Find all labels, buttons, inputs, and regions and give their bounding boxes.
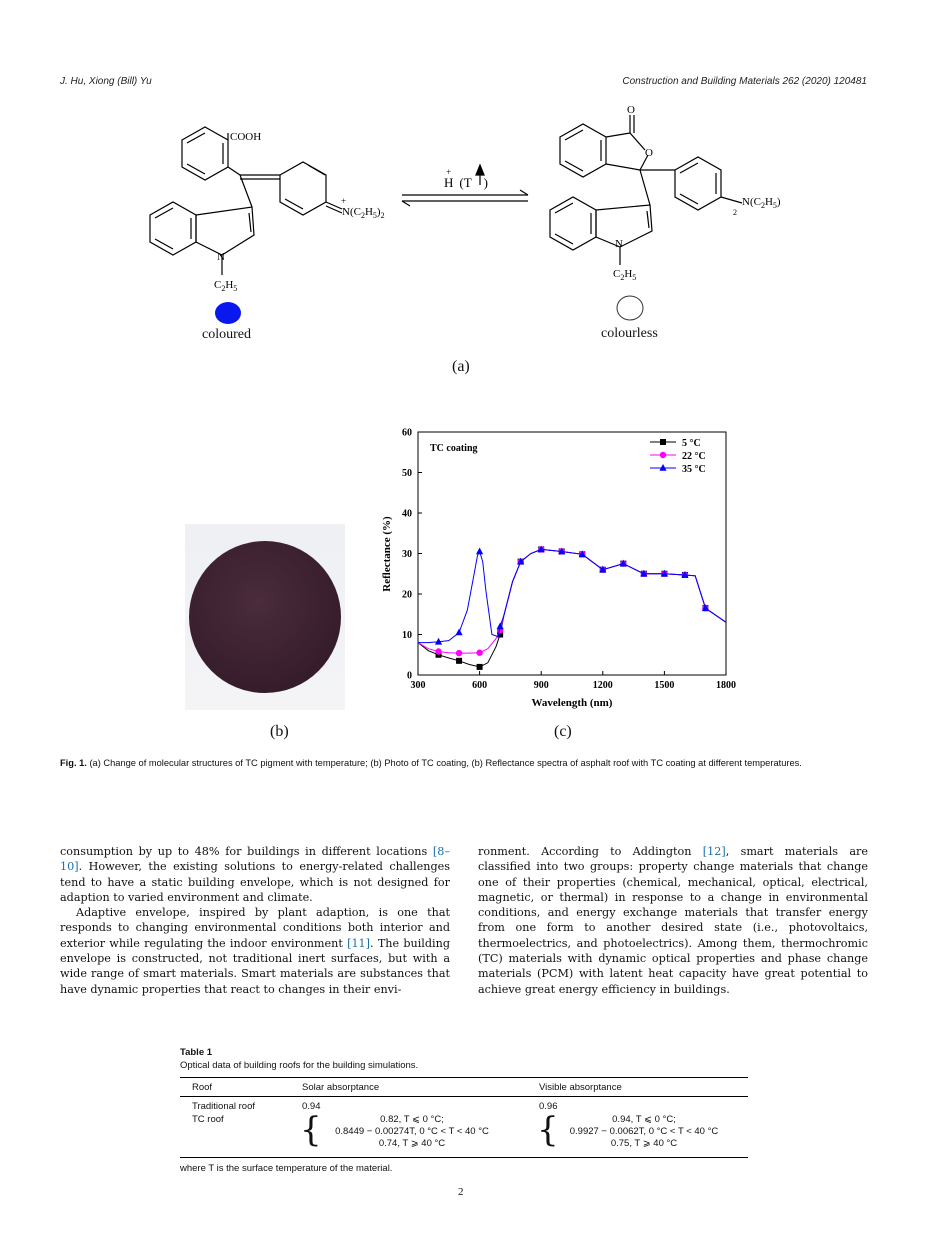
coloured-swatch: [215, 302, 241, 324]
y-tick-label: 50: [402, 468, 412, 479]
x-tick-label: 1800: [716, 680, 736, 691]
left-benzene-ring: [182, 127, 228, 180]
x-tick-label: 900: [533, 680, 549, 691]
left-cooh-label: COOH: [230, 131, 262, 143]
series-2-marker: [476, 547, 483, 554]
table-title: Table 1: [180, 1047, 213, 1058]
y-axis-label: Reflectance (%): [381, 516, 393, 592]
legend-marker-1: [660, 452, 666, 458]
y-tick-label: 30: [402, 549, 412, 560]
paragraph-text: . However, the existing solutions to energy-related challenges tend to have a static building envelope, which is not designed for adaption to varied environment and climate.: [60, 860, 450, 904]
panel-b-label: (b): [270, 723, 289, 740]
y-tick-label: 10: [402, 630, 412, 641]
legend-marker-2: [659, 464, 666, 471]
right-ethyl-label: $C_2H_5$: [613, 268, 637, 282]
visible-brace: {: [537, 1110, 559, 1150]
paragraph-text: Adaptive envelope, inspired by plant adaption, is one that responds to changing environmental conditions both interior and exterior while regulating the indoor environment: [60, 906, 450, 950]
right-phenyl-ring: [675, 157, 721, 210]
left-indole-n: N: [217, 251, 225, 263]
traditional-solar-value: 0.94: [302, 1101, 321, 1112]
x-tick-label: 1200: [592, 680, 613, 691]
legend-label-1: 22 °C: [682, 451, 706, 462]
traditional-roof-label: Traditional roof: [192, 1101, 256, 1112]
series-1-marker: [456, 650, 462, 656]
reflectance-chart: [380, 424, 740, 714]
series-1-marker: [435, 648, 441, 654]
x-tick-label: 1500: [654, 680, 675, 691]
series-0-marker: [477, 664, 483, 670]
legend-label-2: 35 °C: [682, 464, 706, 475]
right-benzene-ring: [560, 124, 606, 177]
panel-a-label: (a): [452, 358, 470, 375]
header-roof: Roof: [192, 1082, 213, 1093]
table-header-row: [180, 1078, 748, 1097]
figure-caption: [60, 757, 868, 769]
page-number: 2: [458, 1186, 464, 1198]
citation-link[interactable]: [11]: [347, 936, 371, 950]
coloured-label: coloured: [202, 327, 251, 342]
series-1-marker: [476, 650, 482, 656]
header-authors: J. Hu, Xiong (Bill) Yu: [60, 76, 152, 87]
caption-label: Fig. 1.: [60, 758, 87, 768]
y-tick-label: 60: [402, 427, 412, 439]
caption-text: (a) Change of molecular structures of TC pigment with temperature; (b) Photo of TC coating, (b) Reflectance spectra of asphalt roof with TC coating at different temperatures.: [86, 758, 802, 768]
chart-legend: [650, 438, 706, 475]
colourless-label: colourless: [601, 326, 658, 341]
table-subtitle: Optical data of building roofs for the building simulations.: [180, 1060, 419, 1071]
solar-piecewise: 0.82, T ⩽ 0 °C; 0.8449 − 0.00274T, 0 °C < T < 40 °C 0.74, T ⩾ 40 °C: [335, 1114, 489, 1149]
paragraph: [60, 905, 450, 997]
body-column-right: [478, 844, 868, 997]
x-tick-label: 300: [410, 680, 426, 691]
header-visible: Visible absorptance: [539, 1082, 622, 1093]
paragraph-text: ronment. According to Addington: [478, 845, 703, 858]
chart-inset-label: TC coating: [430, 443, 478, 454]
right-indole-n: N: [615, 238, 623, 250]
right-indole-benzene: [550, 197, 596, 250]
left-amine-plus: +: [341, 196, 347, 206]
body-column-left: [60, 844, 450, 997]
plot-frame: [418, 432, 726, 675]
colourless-swatch: [617, 296, 643, 320]
legend-marker-0: [660, 439, 666, 445]
traditional-visible-value: 0.96: [539, 1101, 558, 1112]
series-0-marker: [456, 658, 462, 664]
legend-label-0: 5 °C: [682, 438, 701, 449]
series-2-marker: [455, 628, 462, 635]
paragraph: [478, 844, 868, 997]
x-tick-label: 600: [472, 680, 488, 691]
paragraph: [60, 844, 450, 905]
table-1: [180, 1047, 748, 1174]
left-indole-pyrrole: [196, 207, 254, 255]
table-body: [180, 1097, 748, 1158]
left-ethyl-label: $C_2H_5$: [214, 279, 238, 293]
tc-coating-disc: [189, 541, 341, 693]
right-indole-pyrrole: [596, 205, 652, 247]
y-tick-label: 40: [402, 508, 412, 520]
tc-roof-label: TC roof: [192, 1114, 224, 1125]
header-journal: Construction and Building Materials 262 (2020) 120481: [622, 76, 867, 87]
right-amine-sub2: 2: [733, 208, 737, 217]
paragraph-text: . The building envelope is constructed, not traditional inert surfaces, but with a wide range of smart materials. Smart materials are substances that have dynamic properties that react to changes in their envi-: [60, 936, 450, 996]
series-line-1: [418, 549, 726, 653]
series-line-2: [418, 549, 726, 642]
citation-link[interactable]: [12]: [702, 845, 726, 858]
tc-coating-photo: [185, 524, 345, 710]
solar-brace: {: [300, 1110, 322, 1150]
left-amine-label: $N(C_2H_5)_2$: [342, 206, 385, 220]
paragraph-text: consumption by up to 48% for buildings in different locations: [60, 845, 433, 858]
right-amine-label: $N(C_2H_5)$: [742, 196, 781, 210]
citation-link[interactable]: [8–10]: [60, 845, 450, 874]
x-axis-label: Wavelength (nm): [531, 697, 613, 709]
paragraph-text: , smart materials are classified into two groups: property change materials that change one of their properties (chemical, mechanical, optical, electrical, magnetic, or thermal) in response to a change in environmental conditions, and energy exchange materials that transfer energy from one form to another desired state (i.e., photovoltaics, thermoelectrics, and photoelectrics). Among them, thermochromic (TC) materials with dynamic optical properties and phase change materials (PCM) with latent heat capacity have great potential to achieve great energy efficiency in buildings.: [478, 845, 868, 996]
left-quinoid-ring: [280, 162, 326, 215]
left-indole-benzene: [150, 202, 196, 255]
table-note: where T is the surface temperature of the material.: [180, 1163, 393, 1174]
header-solar: Solar absorptance: [302, 1082, 380, 1093]
right-ring-o: O: [645, 147, 653, 159]
y-tick-label: 0: [407, 670, 412, 682]
visible-piecewise: 0.94, T ⩽ 0 °C; 0.9927 − 0.0062T, 0 °C < T < 40 °C 0.75, T ⩾ 40 °C: [569, 1114, 719, 1149]
panel-c-label: (c): [554, 723, 572, 740]
y-tick-label: 20: [402, 589, 412, 601]
right-carbonyl-o: O: [627, 104, 635, 116]
arrow-condition-text: H (T ): [444, 175, 489, 190]
arrow-plus: +: [446, 167, 452, 177]
series-line-0: [418, 549, 726, 667]
